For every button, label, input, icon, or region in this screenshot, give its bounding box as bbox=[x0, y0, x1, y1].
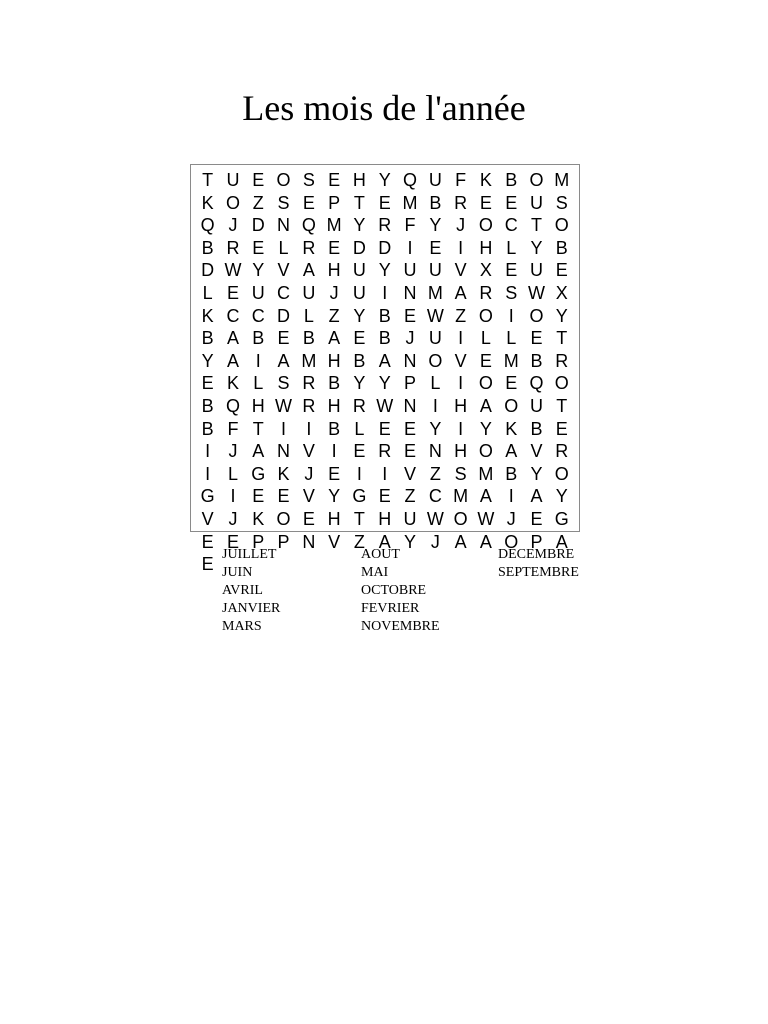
grid-letter: E bbox=[353, 441, 366, 462]
grid-letter: C bbox=[251, 305, 265, 326]
grid-letter: L bbox=[202, 282, 213, 303]
grid-letter: K bbox=[252, 508, 265, 529]
grid-letter: E bbox=[277, 328, 290, 349]
grid-letter: E bbox=[302, 192, 315, 213]
grid-letter: E bbox=[378, 192, 391, 213]
grid-letter: A bbox=[479, 531, 492, 552]
grid-letter: N bbox=[403, 282, 417, 303]
word-list-column-2 bbox=[361, 546, 440, 636]
word-list-item: SEPTEMBRE bbox=[498, 565, 579, 580]
grid-letter: Q bbox=[225, 395, 240, 416]
grid-letter: L bbox=[253, 373, 264, 394]
grid-letter: U bbox=[302, 282, 316, 303]
word-list-item: MAI bbox=[361, 565, 389, 580]
grid-letter: L bbox=[506, 328, 517, 349]
grid-letter: R bbox=[302, 395, 316, 416]
grid-letter: A bbox=[454, 531, 467, 552]
grid-letter: V bbox=[201, 508, 214, 529]
grid-letter: E bbox=[226, 282, 239, 303]
grid-letter: K bbox=[505, 418, 518, 439]
grid-letter: U bbox=[428, 260, 442, 281]
grid-letter: R bbox=[302, 373, 316, 394]
grid-letter: J bbox=[228, 508, 238, 529]
word-list-item: AVRIL bbox=[222, 583, 263, 598]
grid-letter: U bbox=[428, 170, 442, 190]
grid-letter: L bbox=[278, 237, 289, 258]
grid-letter: E bbox=[404, 441, 417, 462]
grid-letter: Q bbox=[200, 215, 215, 236]
grid-letter: I bbox=[508, 305, 514, 326]
grid-letter: H bbox=[454, 395, 468, 416]
grid-letter: L bbox=[430, 373, 441, 394]
grid-letter: A bbox=[479, 395, 492, 416]
grid-letter: H bbox=[378, 508, 392, 529]
grid-letter: U bbox=[352, 282, 366, 303]
grid-letter: Y bbox=[353, 215, 366, 236]
grid-letter: N bbox=[428, 441, 442, 462]
grid-letter: B bbox=[505, 463, 518, 484]
grid-letter: U bbox=[403, 260, 417, 281]
grid-letter: O bbox=[478, 305, 493, 326]
grid-letter: U bbox=[251, 282, 265, 303]
grid-letter: H bbox=[352, 170, 366, 190]
grid-letter: U bbox=[226, 170, 240, 190]
grid-letter: Q bbox=[301, 215, 316, 236]
grid-letter: E bbox=[201, 531, 214, 552]
grid-letter: Y bbox=[353, 305, 366, 326]
grid-letter: Z bbox=[353, 531, 365, 552]
grid-letter: B bbox=[555, 237, 568, 258]
grid-letter: R bbox=[454, 192, 468, 213]
grid-letter: O bbox=[478, 373, 493, 394]
grid-letter: I bbox=[331, 441, 337, 462]
grid-letter: E bbox=[404, 305, 417, 326]
grid-letter: J bbox=[228, 215, 238, 236]
grid-letter: Y bbox=[201, 350, 214, 371]
grid-letter: Y bbox=[353, 373, 366, 394]
grid-letter: N bbox=[277, 441, 291, 462]
grid-letter: F bbox=[455, 170, 467, 190]
grid-letter: D bbox=[352, 237, 366, 258]
grid-letter: K bbox=[479, 170, 492, 190]
grid-letter: S bbox=[505, 282, 518, 303]
grid-letter: Y bbox=[404, 531, 417, 552]
grid-letter: H bbox=[454, 441, 468, 462]
grid-letter: E bbox=[555, 260, 568, 281]
letter-grid bbox=[195, 169, 574, 576]
grid-letter: Y bbox=[479, 418, 492, 439]
grid-letter: Y bbox=[530, 463, 543, 484]
grid-letter: Q bbox=[529, 373, 544, 394]
grid-letter: C bbox=[428, 486, 442, 507]
word-list-item: DECEMBRE bbox=[498, 547, 575, 562]
grid-letter: A bbox=[277, 350, 290, 371]
grid-letter: A bbox=[226, 328, 239, 349]
grid-letter: V bbox=[454, 350, 467, 371]
grid-letter: E bbox=[505, 192, 518, 213]
grid-letter: R bbox=[226, 237, 240, 258]
grid-letter: Y bbox=[378, 170, 391, 190]
grid-letter: H bbox=[327, 350, 341, 371]
grid-letter: F bbox=[227, 418, 239, 439]
grid-letter: O bbox=[225, 192, 240, 213]
grid-letter: J bbox=[405, 328, 415, 349]
grid-letter: E bbox=[479, 192, 492, 213]
grid-letter: M bbox=[427, 282, 443, 303]
grid-letter: I bbox=[458, 418, 464, 439]
grid-letter: B bbox=[328, 418, 341, 439]
grid-letter: W bbox=[426, 508, 444, 529]
grid-letter: O bbox=[529, 170, 544, 190]
grid-letter: E bbox=[505, 260, 518, 281]
grid-letter: B bbox=[378, 305, 391, 326]
grid-letter: O bbox=[504, 531, 519, 552]
grid-letter: B bbox=[530, 350, 543, 371]
grid-letter: I bbox=[281, 418, 287, 439]
grid-letter: O bbox=[504, 395, 519, 416]
grid-letter: S bbox=[555, 192, 568, 213]
grid-letter: A bbox=[454, 282, 467, 303]
grid-letter: J bbox=[506, 508, 516, 529]
grid-letter: A bbox=[252, 441, 265, 462]
grid-letter: S bbox=[277, 192, 290, 213]
word-list-item: JUIN bbox=[222, 565, 253, 580]
grid-letter: M bbox=[478, 463, 494, 484]
grid-letter: H bbox=[327, 508, 341, 529]
grid-letter: I bbox=[407, 237, 413, 258]
grid-letter: T bbox=[202, 170, 214, 190]
grid-letter: H bbox=[327, 260, 341, 281]
grid-letter: U bbox=[352, 260, 366, 281]
word-list-item: FEVRIER bbox=[361, 601, 420, 616]
grid-letter: B bbox=[505, 170, 518, 190]
grid-letter: I bbox=[432, 395, 438, 416]
grid-letter: Y bbox=[378, 260, 391, 281]
grid-letter: C bbox=[226, 305, 240, 326]
grid-letter: V bbox=[302, 441, 315, 462]
grid-letter: V bbox=[404, 463, 417, 484]
grid-letter: K bbox=[201, 305, 214, 326]
grid-letter: I bbox=[205, 441, 211, 462]
grid-letter: K bbox=[226, 373, 239, 394]
grid-letter: O bbox=[529, 305, 544, 326]
grid-letter: E bbox=[302, 508, 315, 529]
grid-letter: U bbox=[530, 260, 543, 281]
grid-letter: Y bbox=[555, 486, 568, 507]
grid-letter: H bbox=[479, 237, 493, 258]
grid-letter: F bbox=[404, 215, 416, 236]
grid-letter: L bbox=[303, 305, 314, 326]
grid-letter: B bbox=[252, 328, 265, 349]
grid-letter: W bbox=[224, 260, 242, 281]
grid-letter: B bbox=[328, 373, 341, 394]
grid-letter: O bbox=[554, 215, 569, 236]
grid-letter: M bbox=[402, 192, 418, 213]
grid-letter: K bbox=[201, 192, 214, 213]
word-list-column-1 bbox=[222, 546, 280, 636]
word-list-item: MARS bbox=[222, 619, 262, 634]
grid-letter: C bbox=[504, 215, 518, 236]
grid-letter: E bbox=[328, 170, 341, 190]
grid-letter: N bbox=[302, 531, 316, 552]
grid-letter: E bbox=[505, 373, 518, 394]
grid-letter: D bbox=[201, 260, 215, 281]
grid-letter: R bbox=[555, 441, 569, 462]
grid-letter: A bbox=[479, 486, 492, 507]
grid-letter: O bbox=[453, 508, 468, 529]
grid-letter: E bbox=[555, 418, 568, 439]
grid-letter: P bbox=[404, 373, 417, 394]
grid-letter: R bbox=[352, 395, 366, 416]
grid-letter: Q bbox=[403, 170, 418, 190]
grid-letter: O bbox=[478, 215, 493, 236]
grid-letter: G bbox=[352, 486, 367, 507]
grid-letter: Z bbox=[404, 486, 416, 507]
grid-letter: Y bbox=[429, 418, 442, 439]
grid-letter: I bbox=[382, 463, 388, 484]
grid-letter: A bbox=[555, 531, 568, 552]
grid-letter: E bbox=[353, 328, 366, 349]
grid-letter: J bbox=[228, 441, 238, 462]
grid-letter: Y bbox=[378, 373, 391, 394]
grid-letter: J bbox=[329, 282, 339, 303]
grid-letter: B bbox=[378, 328, 391, 349]
grid-letter: T bbox=[556, 328, 568, 349]
grid-letter: W bbox=[426, 305, 444, 326]
grid-letter: W bbox=[376, 395, 394, 416]
grid-letter: I bbox=[230, 486, 236, 507]
grid-letter: O bbox=[554, 373, 569, 394]
grid-letter: B bbox=[302, 328, 315, 349]
grid-letter: A bbox=[505, 441, 518, 462]
grid-letter: E bbox=[378, 418, 391, 439]
grid-letter: Z bbox=[252, 192, 264, 213]
grid-letter: E bbox=[252, 237, 265, 258]
grid-letter: I bbox=[458, 373, 464, 394]
grid-letter: N bbox=[277, 215, 291, 236]
grid-letter: V bbox=[530, 441, 543, 462]
grid-letter: D bbox=[251, 215, 265, 236]
grid-letter: O bbox=[276, 170, 291, 190]
grid-letter: L bbox=[354, 418, 365, 439]
grid-letter: T bbox=[252, 418, 264, 439]
grid-letter: J bbox=[456, 215, 466, 236]
grid-letter: V bbox=[302, 486, 315, 507]
grid-letter: A bbox=[378, 531, 391, 552]
grid-letter: U bbox=[530, 192, 543, 213]
grid-letter: C bbox=[277, 282, 291, 303]
grid-letter: B bbox=[201, 418, 214, 439]
grid-letter: U bbox=[428, 328, 442, 349]
grid-letter: P bbox=[328, 192, 341, 213]
grid-letter: O bbox=[554, 463, 569, 484]
grid-letter: E bbox=[252, 170, 265, 190]
grid-letter: Z bbox=[455, 305, 467, 326]
grid-letter: V bbox=[277, 260, 290, 281]
grid-letter: S bbox=[454, 463, 467, 484]
grid-letter: T bbox=[531, 215, 542, 236]
grid-letter: K bbox=[277, 463, 290, 484]
grid-letter: I bbox=[458, 237, 464, 258]
grid-letter: D bbox=[277, 305, 291, 326]
grid-letter: Y bbox=[429, 215, 442, 236]
grid-letter: I bbox=[458, 328, 464, 349]
grid-letter: E bbox=[479, 350, 492, 371]
grid-letter: Z bbox=[429, 463, 441, 484]
grid-letter: Y bbox=[530, 237, 543, 258]
grid-letter: B bbox=[530, 418, 543, 439]
grid-letter: O bbox=[478, 441, 493, 462]
grid-letter: U bbox=[530, 395, 543, 416]
grid-letter: Z bbox=[328, 305, 340, 326]
grid-letter: J bbox=[304, 463, 314, 484]
grid-letter: V bbox=[454, 260, 467, 281]
word-list bbox=[0, 546, 768, 646]
grid-letter: I bbox=[205, 463, 211, 484]
word-list-column-3 bbox=[498, 546, 579, 582]
grid-letter: E bbox=[201, 554, 214, 575]
grid-letter: X bbox=[479, 260, 492, 281]
word-list-item: NOVEMBRE bbox=[361, 619, 440, 634]
grid-letter: T bbox=[353, 508, 365, 529]
grid-letter: W bbox=[477, 508, 495, 529]
grid-letter: W bbox=[528, 282, 545, 303]
grid-letter: E bbox=[201, 373, 214, 394]
grid-letter: M bbox=[453, 486, 469, 507]
grid-letter: E bbox=[530, 328, 543, 349]
grid-letter: I bbox=[356, 463, 362, 484]
grid-letter: B bbox=[201, 328, 214, 349]
grid-letter: E bbox=[328, 463, 341, 484]
grid-letter: A bbox=[226, 350, 239, 371]
grid-letter: E bbox=[226, 531, 239, 552]
grid-letter: M bbox=[301, 350, 317, 371]
grid-letter: L bbox=[480, 328, 491, 349]
word-list-item: OCTOBRE bbox=[361, 583, 427, 598]
grid-letter: V bbox=[328, 531, 341, 552]
grid-letter: M bbox=[554, 170, 570, 190]
grid-letter: Y bbox=[252, 260, 265, 281]
word-list-item: AOUT bbox=[361, 547, 400, 562]
grid-letter: D bbox=[378, 237, 392, 258]
grid-letter: I bbox=[508, 486, 514, 507]
grid-letter: R bbox=[378, 441, 392, 462]
grid-letter: I bbox=[382, 282, 388, 303]
grid-letter: N bbox=[403, 350, 417, 371]
grid-letter: S bbox=[277, 373, 290, 394]
grid-letter: E bbox=[252, 486, 265, 507]
grid-letter: E bbox=[429, 237, 442, 258]
grid-letter: H bbox=[251, 395, 265, 416]
grid-letter: E bbox=[530, 508, 543, 529]
grid-letter: E bbox=[404, 418, 417, 439]
grid-letter: M bbox=[326, 215, 342, 236]
grid-letter: G bbox=[200, 486, 215, 507]
grid-letter: R bbox=[555, 350, 569, 371]
grid-letter: L bbox=[227, 463, 238, 484]
grid-letter: S bbox=[302, 170, 315, 190]
grid-letter: R bbox=[378, 215, 392, 236]
grid-letter: H bbox=[327, 395, 341, 416]
grid-letter: I bbox=[306, 418, 312, 439]
word-list-item: JUILLET bbox=[222, 547, 277, 562]
grid-letter: G bbox=[251, 463, 266, 484]
grid-letter: A bbox=[328, 328, 341, 349]
grid-letter: B bbox=[201, 237, 214, 258]
grid-letter: P bbox=[252, 531, 265, 552]
grid-letter: G bbox=[554, 508, 569, 529]
grid-letter: J bbox=[430, 531, 440, 552]
grid-letter: R bbox=[479, 282, 493, 303]
grid-letter: P bbox=[277, 531, 290, 552]
grid-letter: E bbox=[328, 237, 341, 258]
grid-letter: A bbox=[378, 350, 391, 371]
grid-letter: E bbox=[277, 486, 290, 507]
grid-letter: Y bbox=[328, 486, 341, 507]
grid-letter: M bbox=[503, 350, 519, 371]
grid-letter: L bbox=[506, 237, 517, 258]
grid-letter: O bbox=[276, 508, 291, 529]
grid-letter: Y bbox=[555, 305, 568, 326]
grid-letter: A bbox=[302, 260, 315, 281]
grid-letter: B bbox=[201, 395, 214, 416]
grid-letter: A bbox=[530, 486, 543, 507]
grid-letter: B bbox=[353, 350, 366, 371]
grid-letter: E bbox=[378, 486, 391, 507]
page-title: Les mois de l'année bbox=[242, 88, 526, 128]
grid-letter: U bbox=[403, 508, 417, 529]
grid-letter: W bbox=[275, 395, 293, 416]
grid-letter: N bbox=[403, 395, 417, 416]
grid-letter: T bbox=[353, 192, 365, 213]
grid-letter: B bbox=[429, 192, 442, 213]
grid-letter: X bbox=[555, 282, 568, 303]
grid-letter: R bbox=[302, 237, 316, 258]
grid-letter: O bbox=[428, 350, 443, 371]
grid-letter: I bbox=[255, 350, 261, 371]
word-list-item: JANVIER bbox=[222, 601, 281, 616]
grid-letter: P bbox=[530, 531, 543, 552]
grid-letter: T bbox=[556, 395, 568, 416]
